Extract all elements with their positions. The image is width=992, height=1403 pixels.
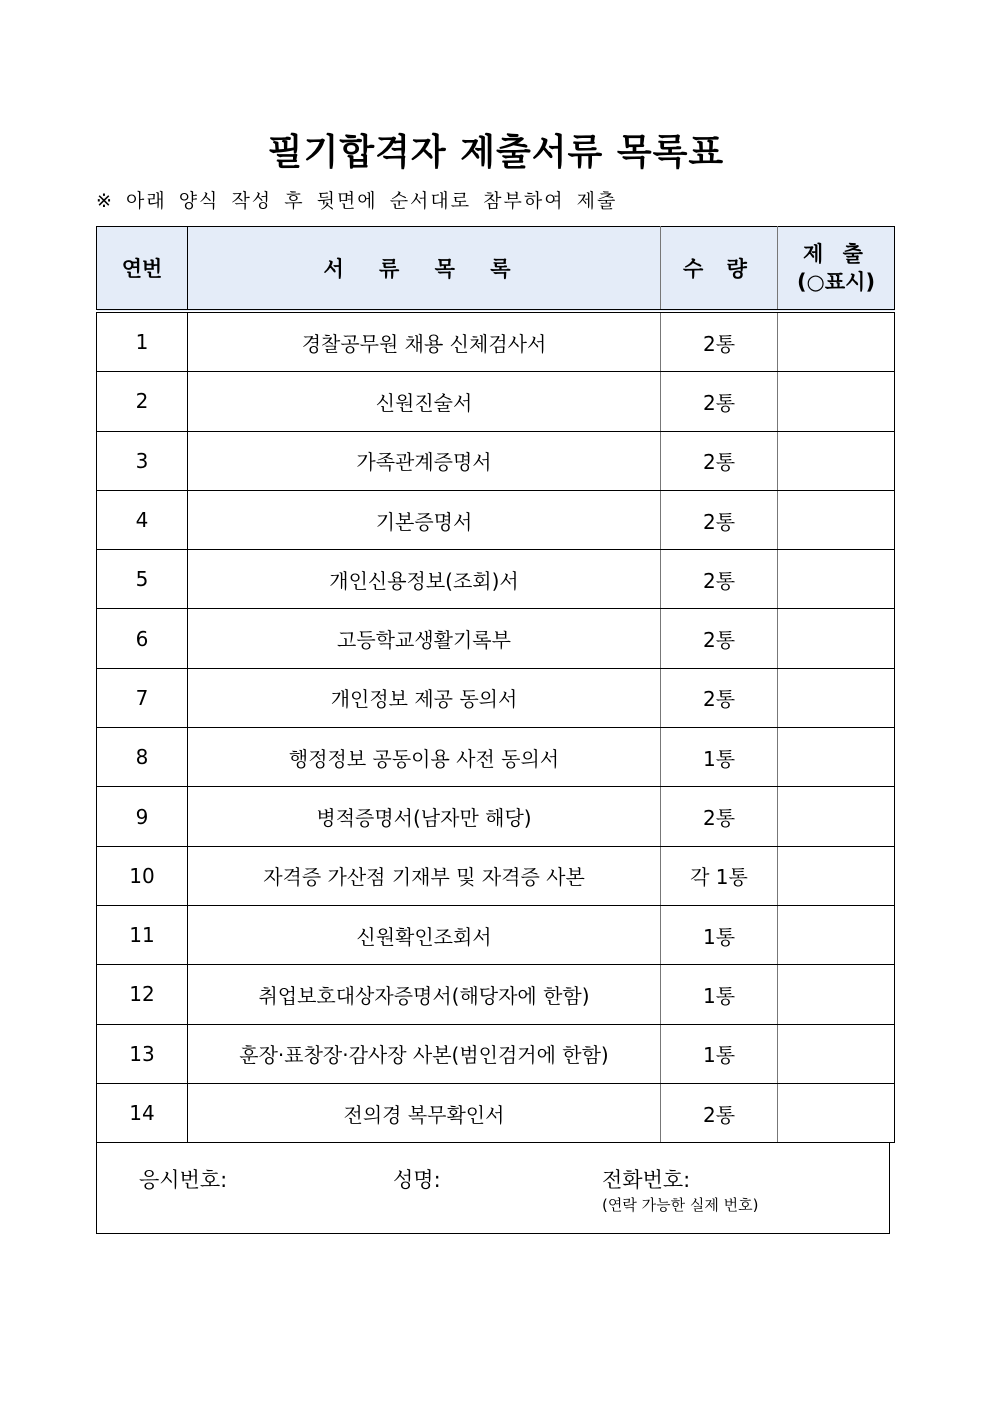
- table-row: [97, 311, 895, 372]
- header-submit-line2: (○표시): [796, 270, 876, 294]
- row-number: 14: [97, 1083, 188, 1142]
- row-submit-check-cell[interactable]: [778, 668, 895, 727]
- row-number: 7: [97, 668, 188, 727]
- row-document-name: 기본증명서: [188, 490, 661, 549]
- row-submit-check-cell[interactable]: [778, 490, 895, 549]
- row-submit-check-cell[interactable]: [778, 1024, 895, 1083]
- applicant-info-section: [96, 1142, 890, 1234]
- row-number: 9: [97, 787, 188, 846]
- row-number: 4: [97, 490, 188, 549]
- header-quantity: 수 량: [661, 227, 778, 312]
- document-title: 필기합격자 제출서류 목록표: [267, 132, 725, 173]
- row-submit-check-cell[interactable]: [778, 431, 895, 490]
- row-number: 10: [97, 846, 188, 905]
- row-quantity: 2통: [661, 668, 778, 727]
- row-submit-check-cell[interactable]: [778, 311, 895, 372]
- row-submit-check-cell[interactable]: [778, 609, 895, 668]
- row-document-name: 개인정보 제공 동의서: [188, 668, 661, 727]
- table-row: [97, 1083, 895, 1142]
- row-quantity: 1통: [661, 728, 778, 787]
- row-quantity: 2통: [661, 609, 778, 668]
- row-submit-check-cell[interactable]: [778, 787, 895, 846]
- table-row: [97, 490, 895, 549]
- row-quantity: 2통: [661, 550, 778, 609]
- row-quantity: 1통: [661, 1024, 778, 1083]
- header-submit-line1: 제 출: [803, 242, 869, 266]
- row-submit-check-cell[interactable]: [778, 372, 895, 431]
- row-number: 13: [97, 1024, 188, 1083]
- row-document-name: 행정정보 공동이용 사전 동의서: [188, 728, 661, 787]
- row-number: 12: [97, 965, 188, 1024]
- exam-number-field[interactable]: 응시번호:: [139, 1168, 228, 1192]
- table-row: [97, 846, 895, 905]
- header-document: 서 류 목 록: [188, 227, 661, 312]
- table-row: [97, 787, 895, 846]
- row-number: 2: [97, 372, 188, 431]
- row-quantity: 2통: [661, 372, 778, 431]
- table-row: [97, 609, 895, 668]
- row-submit-check-cell[interactable]: [778, 1083, 895, 1142]
- row-document-name: 신원진술서: [188, 372, 661, 431]
- row-document-name: 훈장·표창장·감사장 사본(범인검거에 한함): [188, 1024, 661, 1083]
- table-row: [97, 905, 895, 964]
- row-quantity: 2통: [661, 1083, 778, 1142]
- row-number: 8: [97, 728, 188, 787]
- row-number: 1: [97, 311, 188, 372]
- row-submit-check-cell[interactable]: [778, 905, 895, 964]
- table-row: [97, 550, 895, 609]
- row-quantity: 1통: [661, 905, 778, 964]
- table-row: [97, 965, 895, 1024]
- row-submit-check-cell[interactable]: [778, 550, 895, 609]
- phone-note: (연락 가능한 실제 번호): [602, 1196, 759, 1214]
- table-row: [97, 1024, 895, 1083]
- row-document-name: 병적증명서(남자만 해당): [188, 787, 661, 846]
- table-row: [97, 372, 895, 431]
- name-field[interactable]: 성명:: [393, 1168, 441, 1192]
- row-document-name: 개인신용정보(조회)서: [188, 550, 661, 609]
- row-submit-check-cell[interactable]: [778, 965, 895, 1024]
- row-document-name: 경찰공무원 채용 신체검사서: [188, 311, 661, 372]
- row-number: 5: [97, 550, 188, 609]
- phone-field[interactable]: 전화번호:: [602, 1168, 691, 1192]
- row-quantity: 2통: [661, 490, 778, 549]
- table-header-row: [97, 227, 895, 312]
- row-quantity: 각 1통: [661, 846, 778, 905]
- header-no: 연번: [97, 227, 188, 312]
- row-document-name: 전의경 복무확인서: [188, 1083, 661, 1142]
- row-document-name: 고등학교생활기록부: [188, 609, 661, 668]
- row-submit-check-cell[interactable]: [778, 728, 895, 787]
- row-quantity: 2통: [661, 311, 778, 372]
- row-number: 6: [97, 609, 188, 668]
- row-document-name: 신원확인조회서: [188, 905, 661, 964]
- table-row: [97, 668, 895, 727]
- table-row: [97, 728, 895, 787]
- row-quantity: 1통: [661, 965, 778, 1024]
- row-quantity: 2통: [661, 787, 778, 846]
- row-quantity: 2통: [661, 431, 778, 490]
- row-number: 3: [97, 431, 188, 490]
- table-row: [97, 431, 895, 490]
- instruction-note: ※ 아래 양식 작성 후 뒷면에 순서대로 참부하여 제출: [96, 190, 618, 212]
- row-document-name: 취업보호대상자증명서(해당자에 한함): [188, 965, 661, 1024]
- row-document-name: 가족관계증명서: [188, 431, 661, 490]
- header-submit: [778, 227, 895, 312]
- row-document-name: 자격증 가산점 기재부 및 자격증 사본: [188, 846, 661, 905]
- document-checklist-table: [96, 226, 895, 1143]
- row-number: 11: [97, 905, 188, 964]
- row-submit-check-cell[interactable]: [778, 846, 895, 905]
